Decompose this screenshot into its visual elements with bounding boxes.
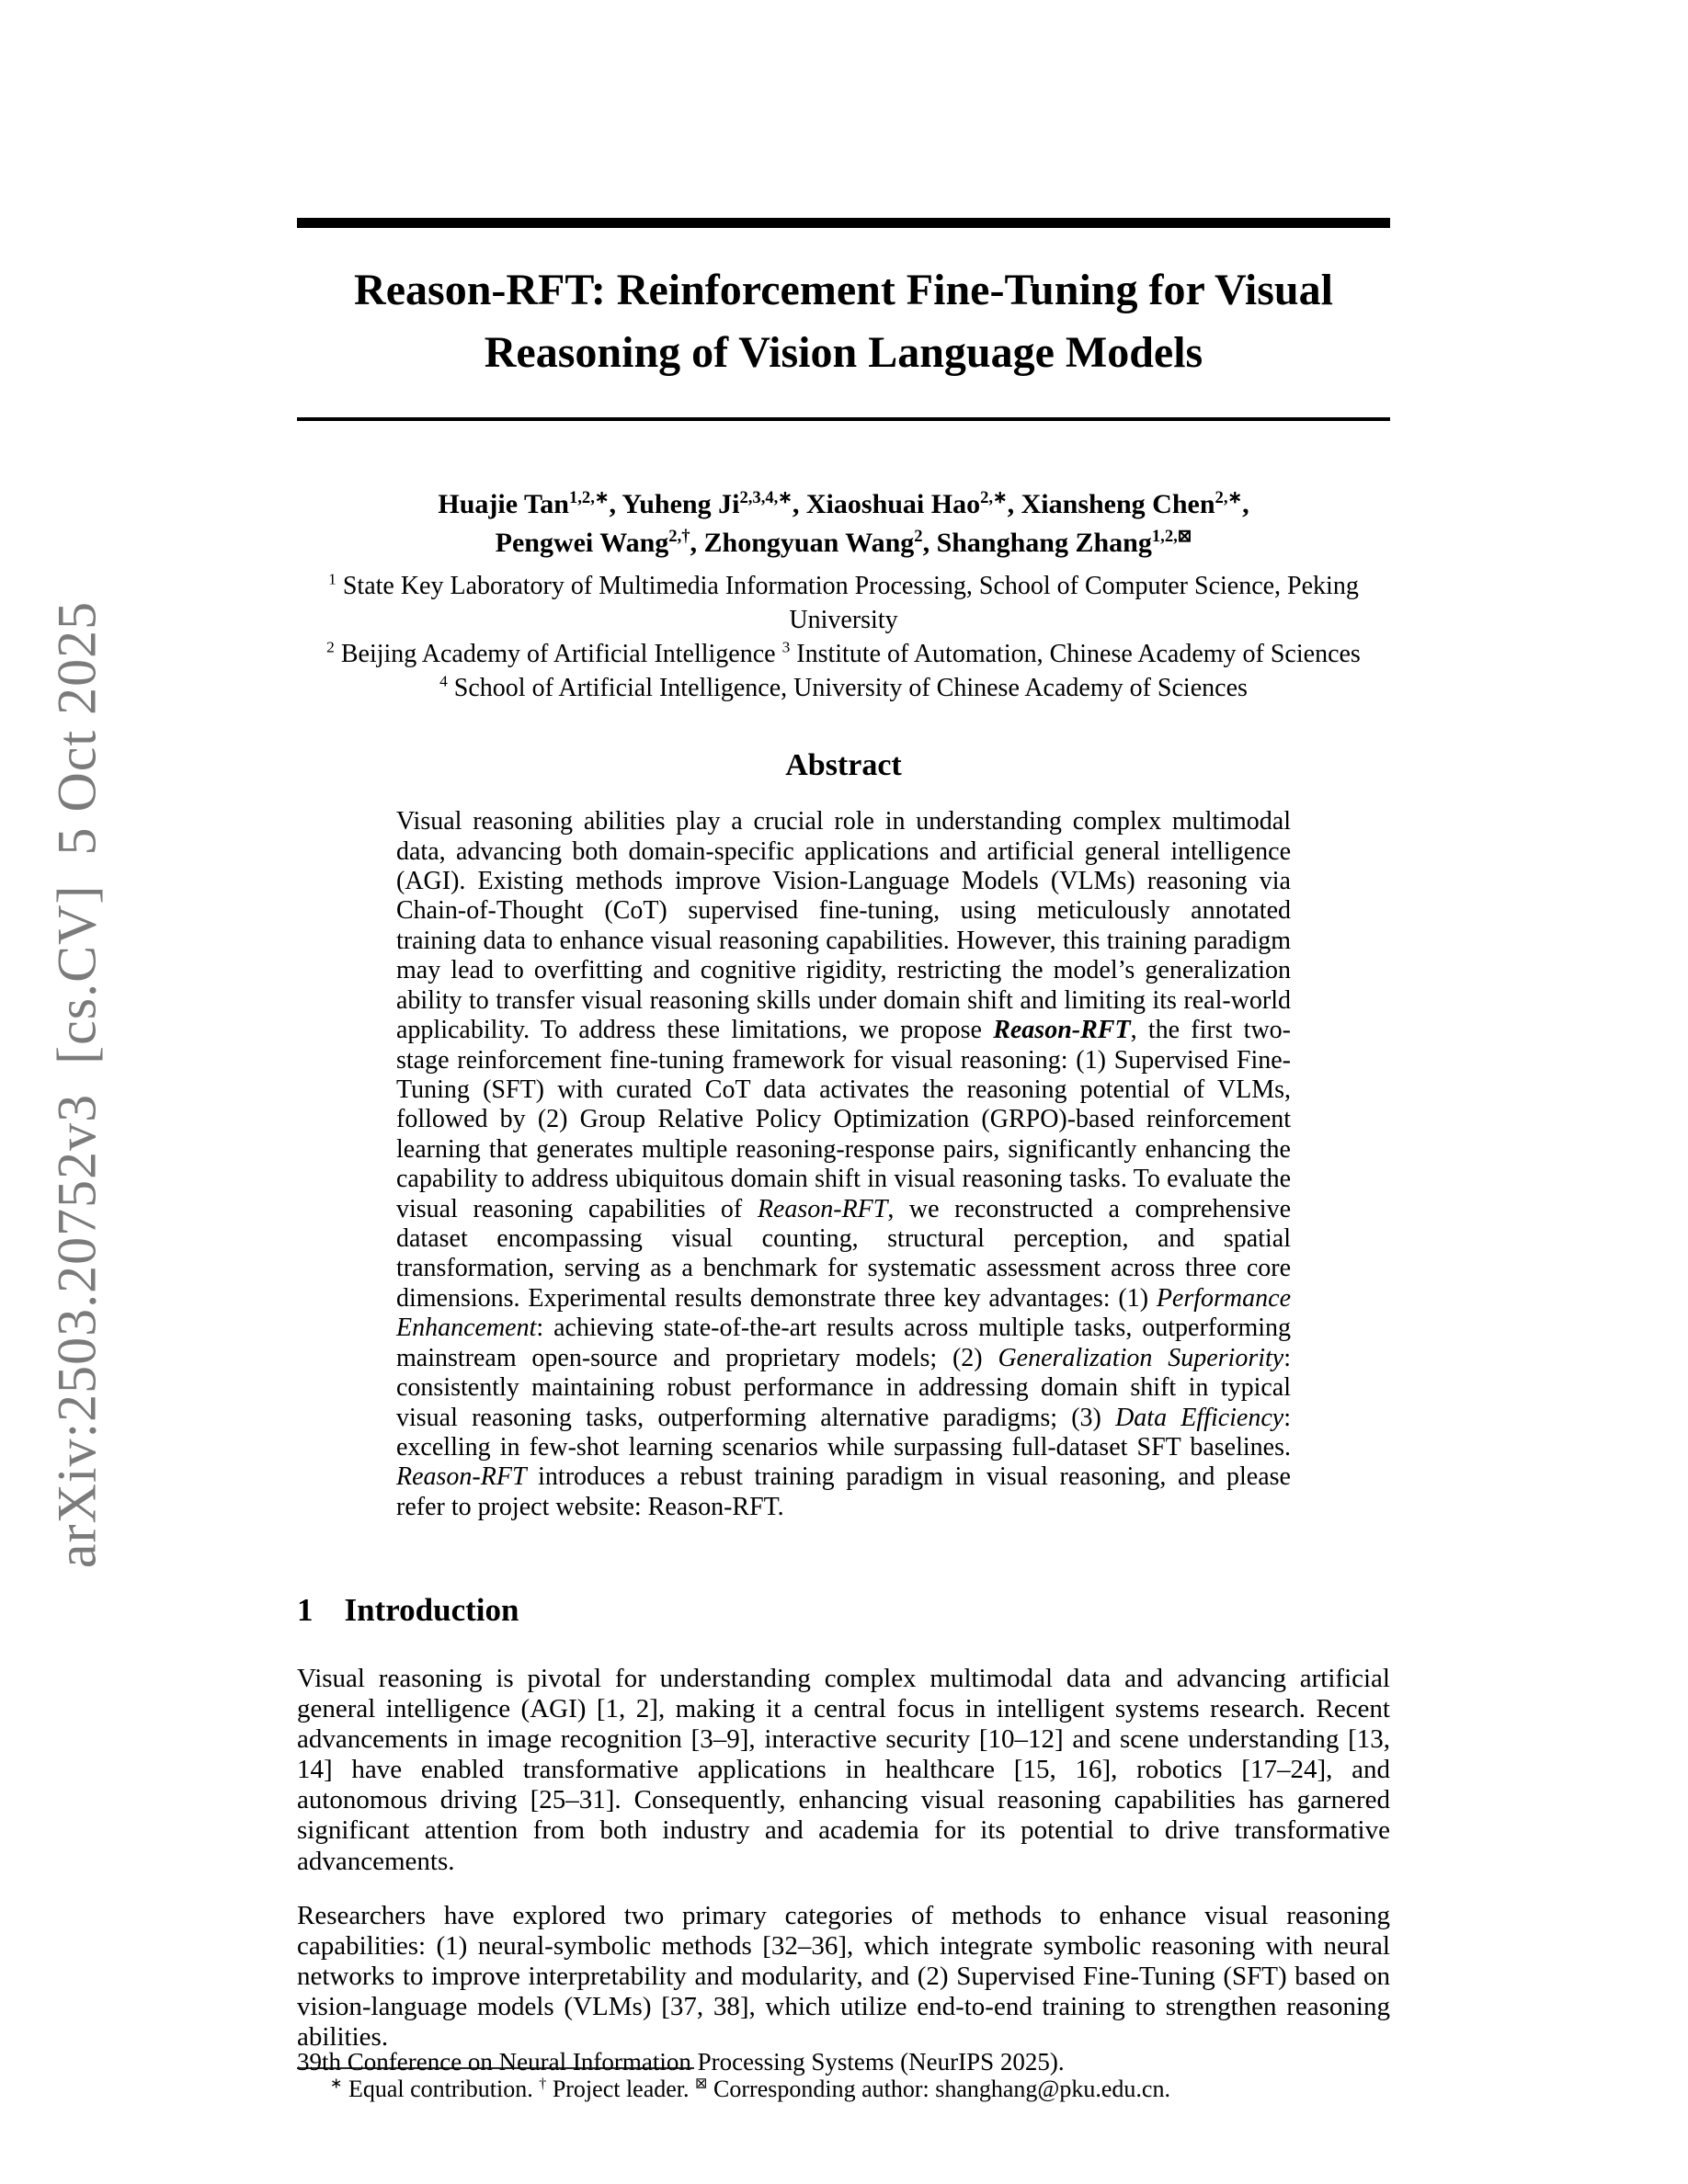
author-line-2: Pengwei Wang$^{2,\dagger}$, Zhongyuan Wang$^2$, Shanghang Zhang$^{1,2,⊠}$ [495, 527, 1192, 559]
author-line-1: Huajie Tan$^{1,2,∗}$, Yuheng $Ji^{2,3,4,∗}$, Xiaoshuai Hao$^{2,∗}$, Xiansheng Chen$^{2,∗}$, [438, 488, 1249, 520]
affiliation-line-2: $^2$ Beijing Academy of Artificial Intelligence $^3$ Institute of Automation, Chinese Academy of Sciences [326, 638, 1361, 669]
title-rule-top [297, 218, 1390, 228]
affiliation-block [297, 570, 1390, 706]
intro-paragraph-2: Researchers have explored two primary categories of methods to enhance visual reasoning capabilities: (1) neural-symbolic methods [32–36], which integrate symbolic reasoning with neural networks to improve interpretability and modularity, and (2) Supervised Fine-Tuning (SFT) based on vision-language models (VLMs) [37, 38], which utilize end-to-end training to strengthen reasoning abilities. [297, 1900, 1390, 2052]
section-title: Introduction [344, 1592, 519, 1629]
footnote-text: ∗ Equal contribution. † Project leader. ⊠ Corresponding author: shanghang@pku.edu.cn. [330, 2075, 1170, 2102]
section-heading-introduction [297, 1592, 1390, 1629]
text-column [297, 0, 1390, 2104]
section-number: 1 [297, 1592, 314, 1629]
abstract-heading: Abstract [785, 748, 902, 783]
intro-paragraph-1: Visual reasoning is pivotal for understanding complex multimodal data and advancing artificial general intelligence (AGI) [1, 2], making it a central focus in intelligent systems research. Recent advancements in image recognition [3–9], interactive security [10–12] and scene understanding [13, 14] have enabled transformative applications in healthcare [15, 16], robotics [17–24], and autonomous driving [25–31]. Consequently, enhancing visual reasoning capabilities has garnered significant attention from both industry and academia for its potential to drive transformative advancements. [297, 1664, 1390, 1876]
author-block [297, 485, 1390, 563]
conference-footer: 39th Conference on Neural Information Processing Systems (NeurIPS 2025). [297, 2048, 1065, 2076]
abstract-text: Visual reasoning abilities play a crucial role in understanding complex multimodal data, advancing both domain-specific applications and artificial general intelligence (AGI). Existing methods improve Vision-Language Models (VLMs) reasoning via Chain-of-Thought (CoT) supervised fine-tuning, using meticulously annotated training data to enhance visual reasoning capabilities. However, this training paradigm may lead to overfitting and cognitive rigidity, restricting the model’s generalization ability to transfer visual reasoning skills under domain shift and limiting its real-world applicability. To address these limitations, we propose Reason-RFT, the first two-stage reinforcement fine-tuning framework for visual reasoning: (1) Supervised Fine-Tuning (SFT) with curated CoT data activates the reasoning potential of VLMs, followed by (2) Group Relative Policy Optimization (GRPO)-based reinforcement learning that generates multiple reasoning-response pairs, significantly enhancing the capability to address ubiquitous domain shift in visual reasoning tasks. To evaluate the visual reasoning capabilities of Reason-RFT, we reconstructed a comprehensive dataset encompassing visual counting, structural perception, and spatial transformation, serving as a benchmark for systematic assessment across three core dimensions. Experimental results demonstrate three key advantages: (1) Performance Enhancement: achieving state-of-the-art results across multiple tasks, outperforming mainstream open-source and proprietary models; (2) Generalization Superiority: consistently maintaining robust performance in addressing domain shift in typical visual reasoning tasks, outperforming alternative paradigms; (3) Data Efficiency: excelling in few-shot learning scenarios while surpassing full-dataset SFT baselines. Reason-RFT introduces a rebust training paradigm in visual reasoning, and please refer to project website: Reason-RFT. [396, 807, 1291, 1521]
title-rule-bottom [297, 417, 1390, 421]
page-title-line-1: Reason-RFT: Reinforcement Fine-Tuning for Visual [354, 266, 1333, 314]
page-title [297, 259, 1390, 384]
arxiv-watermark: arXiv:2503.20752v3 [cs.CV] 5 Oct 2025 [46, 600, 108, 1569]
affiliation-line-3: $^4$ School of Artificial Intelligence, University of Chinese Academy of Sciences [439, 672, 1248, 703]
page-title-line-2: Reasoning of Vision Language Models [484, 328, 1203, 378]
affiliation-line-1: $^1$ State Key Laboratory of Multimedia Information Processing, School of Computer Science, Peking University [328, 570, 1359, 635]
